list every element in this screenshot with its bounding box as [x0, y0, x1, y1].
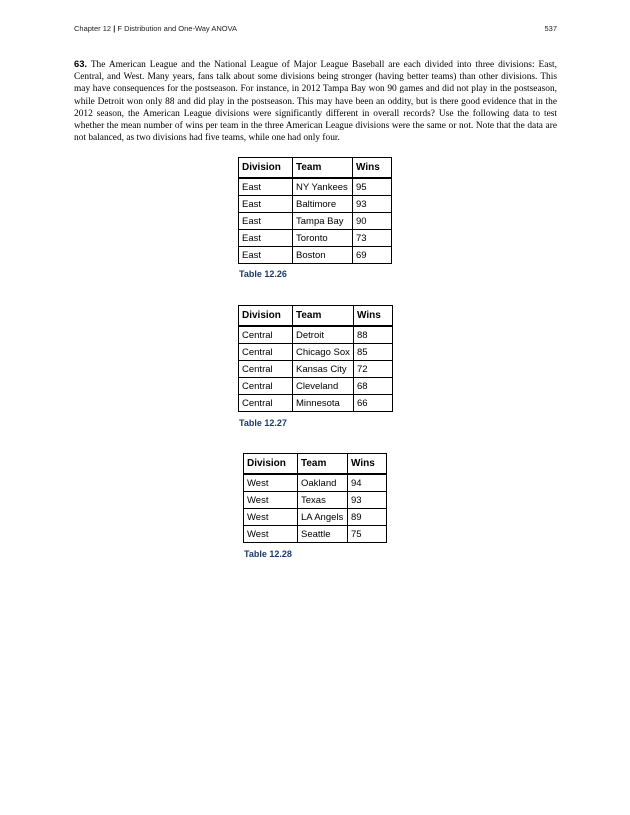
table-row — [239, 344, 393, 361]
column-header: Division — [239, 306, 293, 327]
table-row — [244, 509, 387, 526]
column-header: Team — [293, 158, 353, 179]
table-cell: 93 — [353, 196, 392, 213]
table-header-row — [239, 306, 393, 327]
table-row — [239, 395, 393, 412]
table-cell: 69 — [353, 247, 392, 264]
table-header-row — [239, 158, 392, 179]
table-cell: 93 — [348, 492, 387, 509]
problem-number: 63. — [74, 58, 88, 69]
table-cell: Chicago Sox — [293, 344, 354, 361]
page-number: 537 — [544, 24, 557, 33]
table-cell: Central — [239, 378, 293, 395]
table-cell: 68 — [354, 378, 393, 395]
table-cell: Texas — [298, 492, 348, 509]
table-row — [239, 378, 393, 395]
table-cell: Tampa Bay — [293, 213, 353, 230]
table-cell: Central — [239, 344, 293, 361]
table-row — [244, 526, 387, 543]
column-header: Division — [239, 158, 293, 179]
table-row — [239, 361, 393, 378]
column-header: Team — [298, 454, 348, 475]
table-row — [239, 213, 392, 230]
east-division-table — [238, 157, 392, 264]
table-cell: East — [239, 178, 293, 196]
header-separator: | — [113, 24, 116, 33]
column-header: Division — [244, 454, 298, 475]
chapter-label: Chapter 12 — [74, 24, 112, 33]
table-cell: East — [239, 196, 293, 213]
table-cell: 66 — [354, 395, 393, 412]
table-row — [239, 247, 392, 264]
table-cell: Oakland — [298, 474, 348, 492]
table-cell: 72 — [354, 361, 393, 378]
table-cell: 75 — [348, 526, 387, 543]
table-cell: Baltimore — [293, 196, 353, 213]
chapter-title: F Distribution and One-Way ANOVA — [117, 24, 238, 33]
table-caption: Table 12.26 — [239, 269, 287, 279]
table-cell: Minnesota — [293, 395, 354, 412]
table-cell: 95 — [353, 178, 392, 196]
table-row — [239, 178, 392, 196]
table-cell: Boston — [293, 247, 353, 264]
table-cell: West — [244, 526, 298, 543]
table-row — [244, 474, 387, 492]
table-cell: 89 — [348, 509, 387, 526]
column-header: Team — [293, 306, 354, 327]
column-header: Wins — [354, 306, 393, 327]
table-cell: East — [239, 247, 293, 264]
table-cell: East — [239, 230, 293, 247]
central-division-table — [238, 305, 393, 412]
table-cell: Cleveland — [293, 378, 354, 395]
table-row — [239, 230, 392, 247]
column-header: Wins — [348, 454, 387, 475]
table-caption: Table 12.28 — [244, 549, 292, 559]
problem-63 — [74, 58, 557, 144]
table-row — [239, 196, 392, 213]
problem-text: The American League and the National League of Major League Baseball are each divided into three divisions: East, Central, and West. Many years, fans talk about some divisions being stronger (having better teams) than other divisions. This may have consequences for the postseason. For instance, in 2012 Tampa Bay won 90 games and did not play in the postseason, while Detroit won only 88 and did play in the postseason. This may have been an oddity, but is there good evidence that in the 2012 season, the American League divisions were significantly different in overall records? Use the following data to test whether the mean number of wins per team in the three American League divisions were the same or not. Note that the data are not balanced, as two divisions had five teams, while one had only four. — [74, 60, 557, 144]
table-cell: West — [244, 474, 298, 492]
table-header-row — [244, 454, 387, 475]
west-division-table — [243, 453, 387, 543]
table-cell: West — [244, 492, 298, 509]
table-row — [244, 492, 387, 509]
table-cell: 94 — [348, 474, 387, 492]
page-header — [74, 24, 557, 36]
table-cell: Detroit — [293, 326, 354, 344]
table-cell: NY Yankees — [293, 178, 353, 196]
table-cell: Kansas City — [293, 361, 354, 378]
table-cell: Central — [239, 361, 293, 378]
chapter-heading — [74, 24, 237, 33]
table-cell: Central — [239, 326, 293, 344]
table-row — [239, 326, 393, 344]
table-cell: 88 — [354, 326, 393, 344]
table-cell: Toronto — [293, 230, 353, 247]
table-caption: Table 12.27 — [239, 418, 287, 428]
table-cell: 90 — [353, 213, 392, 230]
table-cell: 73 — [353, 230, 392, 247]
table-cell: LA Angels — [298, 509, 348, 526]
table-cell: 85 — [354, 344, 393, 361]
table-cell: West — [244, 509, 298, 526]
table-cell: Seattle — [298, 526, 348, 543]
column-header: Wins — [353, 158, 392, 179]
table-cell: Central — [239, 395, 293, 412]
table-cell: East — [239, 213, 293, 230]
